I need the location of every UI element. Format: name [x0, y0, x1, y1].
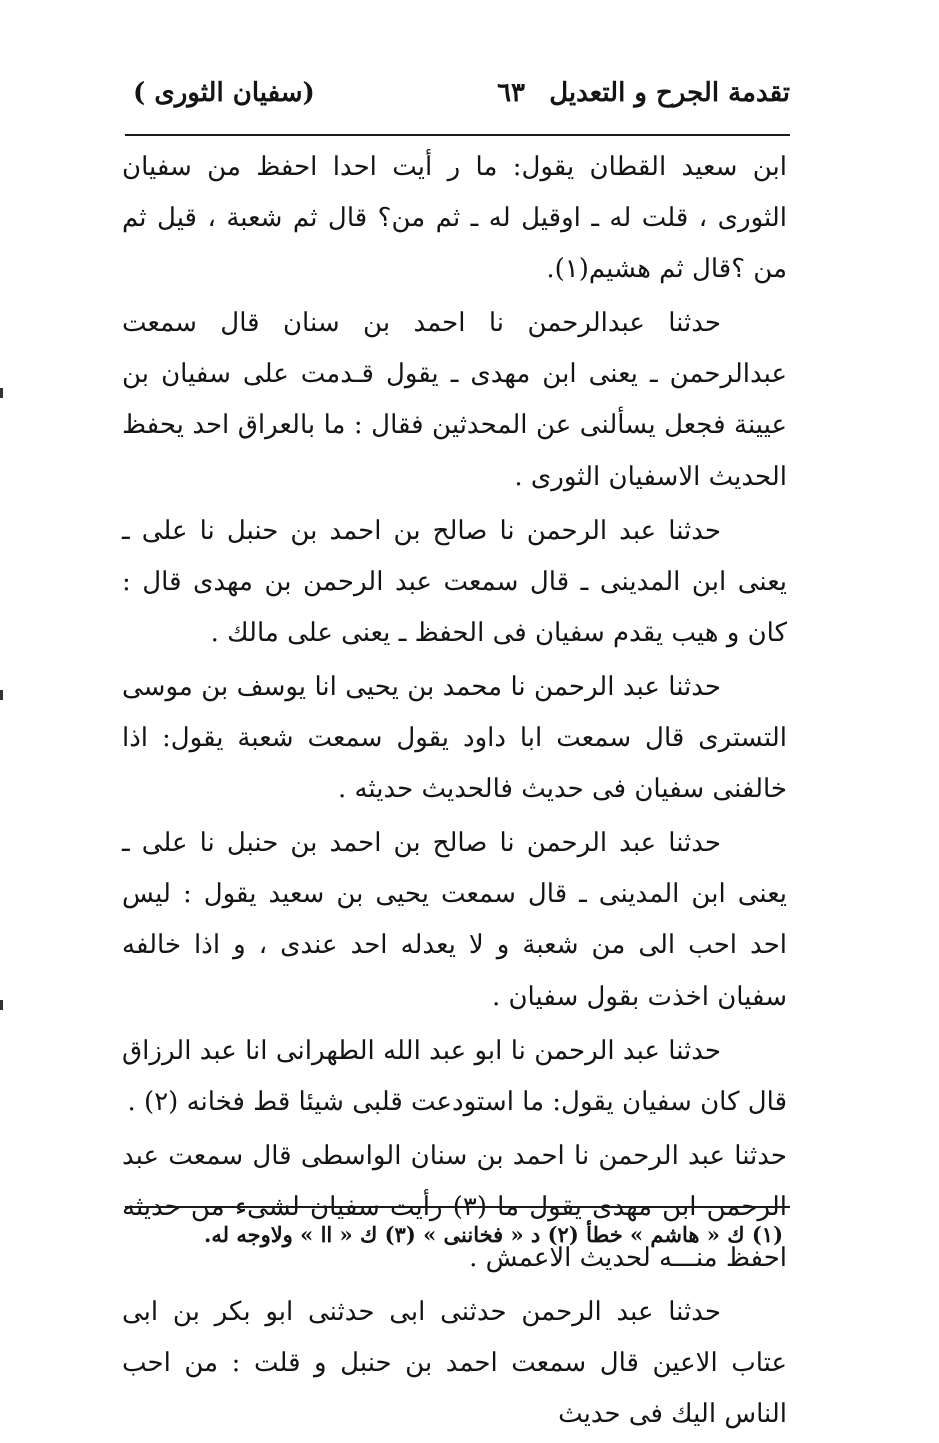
scan-edge-mark [0, 388, 3, 398]
paragraph: ابن سعيد القطان يقول: ما ر أيت احدا احفظ من سفيان الثورى ، قلت له ـ اوقيل له ـ ثم من؟ قال ثم شعبة ، قيل ثم من ؟قال ثم هشيم(١). [122, 152, 787, 285]
footnote: (١) ك « هاشم » خطأ (٢) د « فخاننى » (٣) ك « اا » ولاوجه له. [204, 1222, 783, 1247]
paragraph: حدثنا عبد الرحمن نا ابو عبد الله الطهرانى انا عبد الرزاق قال كان سفيان يقول: ما استودعت قلبى شيئا قط فخانه (٢) . [122, 1035, 787, 1117]
main-text [122, 142, 787, 1443]
scan-edge-mark [0, 1000, 3, 1010]
paragraph: حدثنا عبد الرحمن نا صالح بن احمد بن حنبل نا على ـ يعنى ابن المدينى ـ قال سمعت يحيى بن سعيد يقول : ليس احد احب الى من شعبة و لا يعدله احد عندى ، و اذا خالفه سفيان اخذت بقول سفيان . [122, 828, 787, 1012]
paragraph: حدثنا عبد الرحمن نا محمد بن يحيى انا يوسف بن موسى التسترى قال سمعت ابا داود يقول سمعت شعبة يقول: اذا خالفنى سفيان فى حديث فالحديث حديثه . [122, 671, 787, 805]
paragraph: حدثنا عبد الرحمن حدثنى ابى حدثنى ابو بكر بن ابى عتاب الاعين قال سمعت احمد بن حنبل و قلت : من احب الناس اليك فى حديث [122, 1297, 787, 1430]
book-title: تقدمة الجرح و التعديل [549, 78, 790, 108]
scan-edge-mark [0, 690, 3, 700]
running-header [125, 78, 790, 128]
section-title: (سفيان الثورى ) [133, 78, 315, 108]
footnote-rule [125, 1206, 790, 1208]
paragraph: حدثنا عبد الرحمن نا احمد بن سنان الواسطى قال سمعت عبد الرحمن ابن مهدى يقول ما (٣) رأيت سفيان لشىء من حديثه احفظ منـــه لحديث الاعمش . [122, 1140, 787, 1273]
paragraph: حدثنا عبد الرحمن نا صالح بن احمد بن حنبل نا على ـ يعنى ابن المدينى ـ قال سمعت عبد الرحمن بن مهدى قال : كان و هيب يقدم سفيان فى الحفظ ـ يعنى على مالك . [122, 515, 787, 648]
page-number: ٦٣ [497, 78, 525, 108]
paragraph: حدثنا عبدالرحمن نا احمد بن سنان قال سمعت عبدالرحمن ـ يعنى ابن مهدى ـ يقول قـدمت على سفيان بن عيينة فجعل يسألنى عن المحدثين فقال : ما بالعراق احد يحفظ الحديث الاسفيان الثورى . [122, 308, 787, 492]
header-rule [125, 134, 790, 136]
